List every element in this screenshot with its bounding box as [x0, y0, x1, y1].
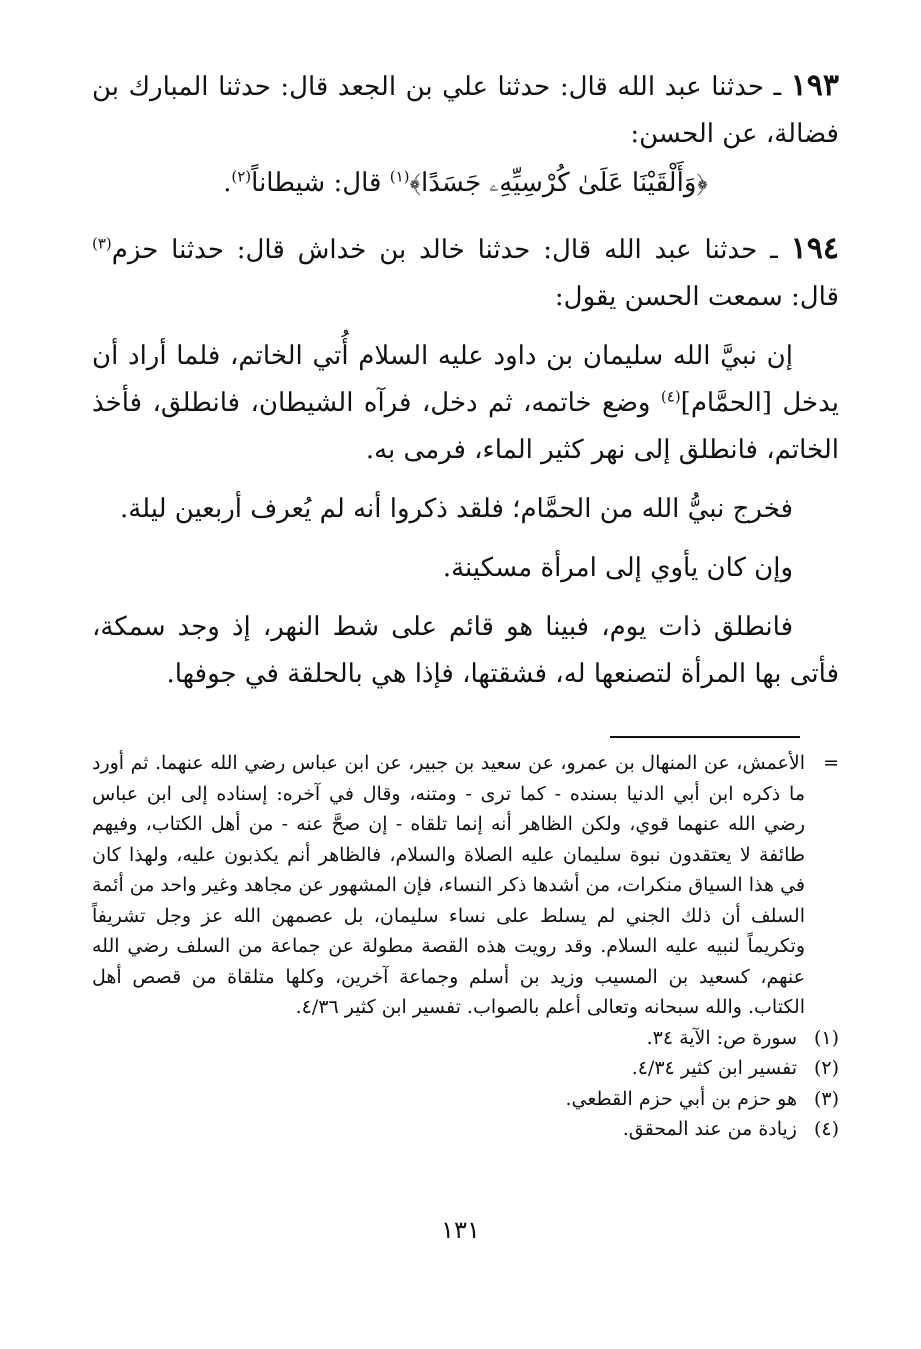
- continuation-text: الأعمش، عن المنهال بن عمرو، عن سعيد بن جبير، عن ابن عباس رضي الله عنهما. ثم أورد ما ذكره ابن أبي الدنيا بسنده - كما ترى - ومتنه، وقال في آخره: إسناده إلى ابن عباس رضي الله عنهما قوي، ولكن الظاهر أنه إنما تلقاه - إن صحَّ عنه - من أهل الكتاب، وفيهم طائفة لا يعتقدون نبوة سليمان عليه الصلاة والسلام، فالظاهر أنم يكذبون عليه، ولهذا كان في هذا السياق منكرات، من أشدها ذكر النساء، فإن المشهور عن مجاهد وغير واحد من أئمة السلف أن ذلك الجني لم يسلط على نساء سليمان، بل عصمهن الله عز وجل تشريفاً وتكريماً لنبيه عليه السلام. وقد رويت هذه القصة مطولة عن جماعة من السلف رضي الله عنهم، كسعيد بن المسيب وزيد بن أسلم وجماعة آخرين، وكلها متلقاة من قصص أهل الكتاب. والله سبحانه وتعالى أعلم بالصواب. تفسير ابن كثير ٤/٣٦.: [92, 752, 806, 1018]
- footnote-separator: [610, 736, 800, 738]
- entry-194-paragraph-3: وإن كان يأوي إلى امرأة مسكينة.: [442, 553, 793, 583]
- entry-194-paragraph-4: فانطلق ذات يوم، فبينا هو قائم على شط النهر، إذ وجد سمكة، فأتى بها المرأة لتصنعها له، فشقتها، فإذا هي بالحلقة في جوفها.: [92, 612, 839, 689]
- footnote-separator-wrap: [92, 736, 839, 738]
- footnote-number: (٤): [813, 1118, 839, 1140]
- footnote-text: زيادة من عند المحقق.: [622, 1118, 797, 1140]
- entry-193-intro: [92, 62, 839, 158]
- footnote-1: [92, 1023, 839, 1054]
- footnotes: [92, 748, 839, 1145]
- footnote-ref-4: (٤): [660, 387, 681, 406]
- entry-194-paragraph-2: فخرج نبيُّ الله من الحمَّام؛ فلقد ذكروا أنه لم يُعرف أربعين ليلة.: [119, 494, 793, 524]
- entry-193-quran-line: [92, 160, 839, 207]
- paragraph-1-part-a: إن نبيَّ الله سليمان بن داود عليه السلام أُتي الخاتم، فلما أراد أن يدخل [الحمَّام]: [92, 341, 840, 418]
- quran-verse: ﴿وَأَلْقَيْنَا عَلَىٰ كُرْسِيِّهِۦ جَسَدًا﴾: [409, 168, 708, 198]
- entry-194-intro: [92, 225, 839, 321]
- entry-193-end: .: [223, 168, 232, 198]
- footnote-ref-3: (٣): [92, 234, 112, 253]
- footnote-2: [92, 1053, 839, 1084]
- entry-194-isnad-end: قال: سمعت الحسن يقول:: [554, 282, 839, 312]
- entry-194-paragraph-1: [92, 333, 839, 474]
- entry-number-194: ١٩٤: [790, 231, 839, 266]
- entry-193-said: قال: شيطاناً: [251, 168, 382, 198]
- footnote-number: (٢): [813, 1057, 839, 1079]
- footnote-4: [92, 1114, 839, 1145]
- entry-194-isnad: ـ حدثنا عبد الله قال: حدثنا خالد بن خداش قال: حدثنا حزم: [111, 235, 778, 265]
- paragraph-1-part-b: وضع خاتمه، ثم دخل، فرآه الشيطان، فانطلق، فأخذ الخاتم، فانطلق إلى نهر كثير الماء، فرمى به.: [92, 388, 839, 465]
- entry-number-193: ١٩٣: [790, 68, 840, 103]
- footnote-number: (١): [813, 1026, 839, 1049]
- footnote-ref-2: (٢): [231, 167, 252, 186]
- footnote-continuation: [92, 748, 839, 1023]
- footnote-ref-1: (١): [389, 167, 410, 186]
- entry-193-isnad: ـ حدثنا عبد الله قال: حدثنا علي بن الجعد قال: حدثنا المبارك بن فضالة، عن الحسن:: [92, 72, 839, 149]
- footnote-number: (٣): [813, 1087, 839, 1110]
- main-text: [92, 62, 839, 698]
- page-number: ١٣١: [441, 1216, 480, 1244]
- footnote-text: سورة ص: الآية ٣٤.: [646, 1026, 797, 1049]
- footnote-text: هو حزم بن أبي حزم القطعي.: [565, 1087, 797, 1110]
- continuation-marker: =: [823, 752, 839, 774]
- footnote-text: تفسير ابن كثير ٤/٣٤.: [631, 1057, 797, 1079]
- footnote-3: [92, 1084, 839, 1115]
